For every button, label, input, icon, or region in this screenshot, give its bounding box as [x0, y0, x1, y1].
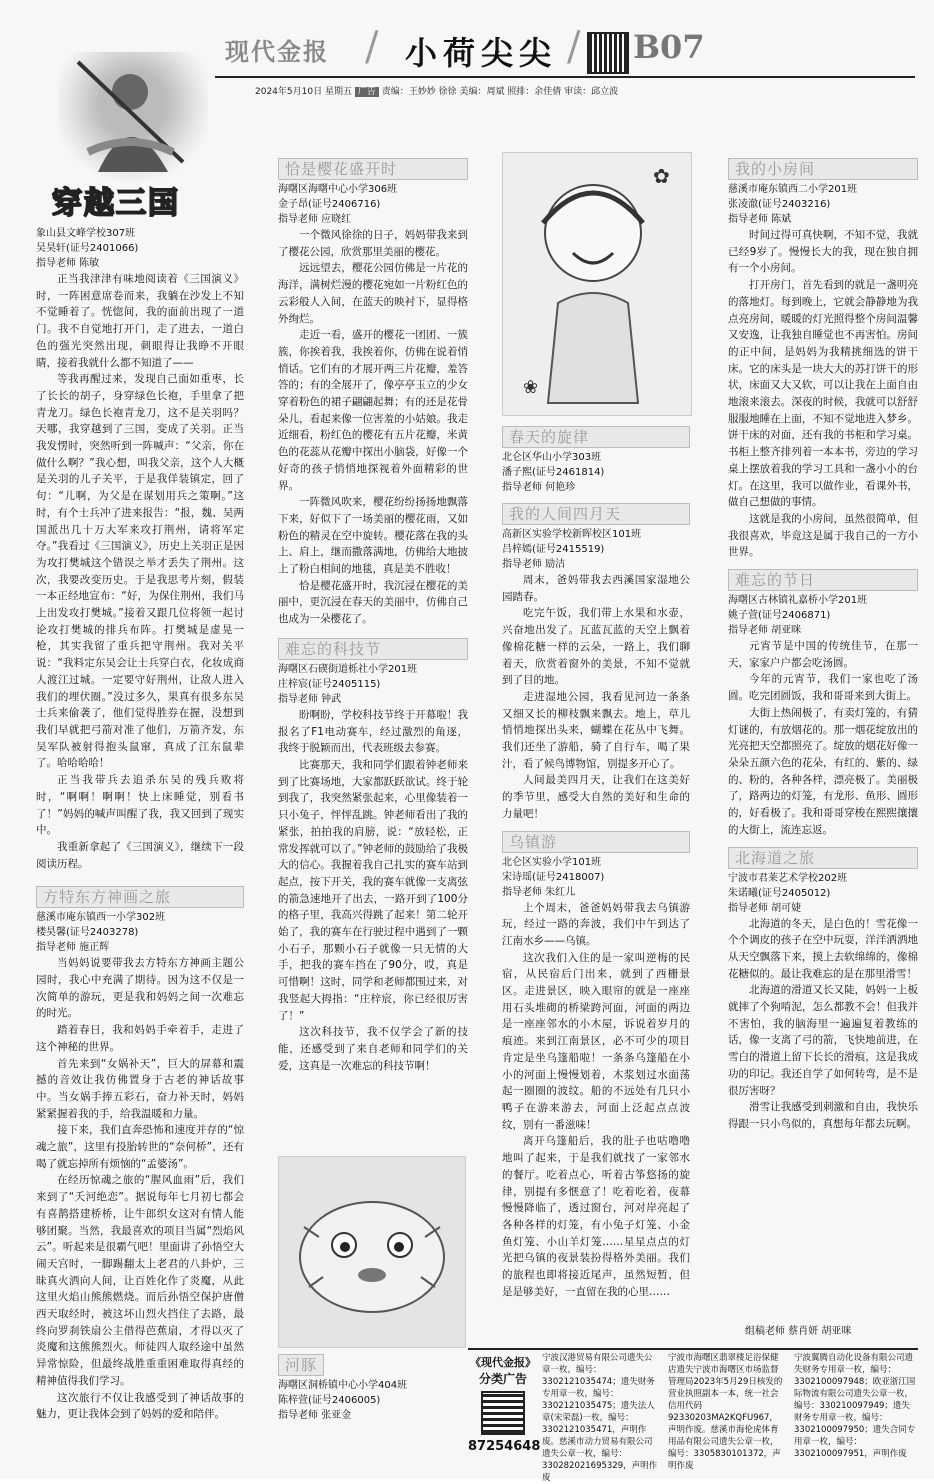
- article-author: 宋诗瑶(证号2418007): [502, 871, 605, 883]
- article-author: 姚子萱(证号2406871): [728, 610, 831, 622]
- ads-label: 分类广告: [478, 1372, 527, 1386]
- pufferfish-icon: [279, 1157, 465, 1347]
- paragraph: 吃完午饭，我们带上水果和水壶，兴奋地出发了。瓦蓝瓦蓝的天空上飘着像棉花糖一样的云朵，一路上，我们聊着天，欣赏着窗外的美景，不知不觉就到了目的地。: [502, 607, 690, 687]
- paragraph: 时间过得可真快啊，不知不觉，我就已经9岁了。慢慢长大的我，现在独自拥有一个小房间。: [728, 229, 918, 275]
- article-teacher: 指导老师 应晓红: [278, 214, 352, 225]
- paragraph: 北海道的冬天，是白色的！雪花像一个个调皮的孩子在空中玩耍，洋洋洒洒地从天空飘落下来，摸上去软绵绵的，像棉花糖似的。最让我难忘的是在那里滑雪！: [728, 917, 918, 980]
- paragraph: 当妈妈说要带我去方特东方神画主题公园时，我心中充满了期待。因为这不仅是一次简单的游玩，更是我和妈妈之间一次难忘的时光。: [36, 957, 244, 1020]
- column-2: [278, 152, 468, 1074]
- paragraph: 正当我津津有味地阅读着《三国演义》时，一阵困意席卷而来，我躺在沙发上不知不觉睡着了。恍惚间，我的面前出现了一道门。我不自觉地打开门，走了进去，一道白色的强光突然出现，刺眼得让我睁不开眼睛，接着我就什么都不知道了——: [36, 273, 244, 369]
- guan-yu-illustration: [58, 52, 208, 182]
- article-author: 庄梓宸(证号2405115): [278, 678, 381, 690]
- paragraph: 在经历惊魂之旅的“腥风血雨”后，我们来到了“夭河绝恋”。据说每年七月初七都会有喜鹊搭建桥桥，让牛郎织女这对有情人能够团聚。当然，我最喜欢的项目当属“烈焰风云”。听起来是很霸气吧！里面讲了孙悟空大闹天宫时，一脚踢翻太上老君的八卦炉，三昧真火洒向人间，让百姓化作了炎魔，从此这里火焰山熊熊燃烧。而后孙悟空保护唐僧西天取经时，被这坏山烈火挡住了去路，最终向罗刹铁扇公主借得芭蕉扇，才得以灭了炎魔和这熊熊烈火。师徒四人取经途中虽然异常惊险，但最终战胜重重困难取得真经的精神值得我们学习。: [36, 1174, 244, 1387]
- paragraph: 人间最美四月天，让我们在这美好的季节里，感受大自然的美好和生命的力量吧！: [502, 774, 690, 820]
- warrior-icon: [58, 52, 208, 182]
- article-author: 金子昂(证号2406716): [278, 199, 381, 210]
- article-sanguo: [36, 226, 244, 872]
- article-title: 春天的旋律: [502, 426, 690, 448]
- editor-credit: 组稿老师 蔡肖妍 胡亚咪: [745, 1326, 852, 1337]
- article-author: 潘子熙(证号2461814): [502, 467, 605, 478]
- article-school: 慈溪市庵东镇西一小学302班: [36, 912, 166, 924]
- classified-ads: [468, 1348, 918, 1483]
- article-teacher: 指导老师 朱红儿: [502, 886, 576, 898]
- article-school: 海曙区古林镇礼嘉桥小学201班: [728, 595, 868, 607]
- paragraph: 一个微风徐徐的日子，妈妈带我来到了樱花公园，欣赏那里美丽的樱花。: [278, 229, 468, 258]
- article-spring-melody: [502, 426, 690, 495]
- paragraph: 这就是我的小房间，虽然很简单，但我很喜欢，毕竟这是属于我自己的一方小世界。: [728, 512, 918, 559]
- paragraph: 踏着春日，我和妈妈手牵着手，走进了这个神秘的世界。: [36, 1024, 244, 1053]
- article-author: 吴昊轩(证号2401066): [36, 243, 139, 254]
- paragraph: 正当我带兵去追杀东吴的残兵败将时，“啊啊！啊啊！快上床睡觉，别看书了！”妈妈的喊声叫醒了我，我又回到了现实中。: [36, 774, 244, 837]
- ad-notice: 宁波翼腾自动化设备有限公司遗失财务专用章一枚，编号：3302100097948；欧亚浙江国际物流有限公司遗失公章一枚，编号：330210097949；遗失财务专用章一枚，编号：3302100097950；遗失合同专用章一枚，编号：3302100097951，声明作废: [794, 1353, 916, 1459]
- paragraph: 比赛那天，我和同学们跟着钟老师来到了比赛场地，大家都跃跃欲试。终于轮到我了，我突然紧张起来，心里像装着一只小兔子，怦怦乱跳。钟老师看出了我的紧张，拍拍我的肩膀，说：“放轻松，正常发挥就可以了。”钟老师的鼓励给了我极大的信心。我握着我自己扎实的赛车站到起点，按下开关，我的赛车就像一支离弦的箭急速地开了出去，一路开到了100分的格子里，我高兴得跳了起来！第二轮开始了，我的赛车在行驶过程中遇到了一颗小石子，那颗小石子就像一只无情的大手，把我的赛车挡在了90分，哎，真是可惜啊！这时，同学和老师都围过来，对我竖起大拇指：“庄梓宸，你已经很厉害了！”: [278, 758, 468, 1022]
- paragraph: 接下来，我们直奔恐怖和速度并存的“惊魂之旅”，这里有投胎转世的“奈何桥”，还有喝了就忘掉所有烦恼的“孟婆汤”。: [36, 1124, 244, 1170]
- ad-tag: 广告: [355, 87, 379, 97]
- paragraph: 这次我们入住的是一家叫逆梅的民宿，从民宿后门出来，就到了西栅景区。走进景区，映入眼帘的就是一座座用石头堆砌的桥梁跨河面，河面的两边是一座座邻水的小木屋，诉说着岁月的痕迹。来到江南景区，必不可少的项目肯定是坐乌篷船啦！一条条乌篷船在小小的河面上慢慢划着，木浆划过水面荡起一圈圈的波纹。船的不远处有几只小鸭子在游来游去，河面上泛起点点波纹，别有一番滋味！: [502, 951, 690, 1131]
- spring-melody-drawing: [502, 152, 692, 416]
- series-logo: 穿越三国: [52, 186, 180, 221]
- article-hokkaido: [728, 847, 918, 1133]
- qr-code-icon: [587, 32, 629, 74]
- divider-slash: /: [567, 24, 581, 70]
- article-author: 吕梓嫣(证号2415519): [502, 544, 605, 555]
- divider-slash: /: [365, 24, 379, 70]
- paragraph: 大街上热闹极了，有卖灯笼的，有猜灯谜的，有放烟花的。那一烟花绽放出的光亮把天空都照亮了。绽放的烟花好像一朵朵五颜六色的花朵，有红的、紫的、绿的、粉的，各种各样，漂亮极了。美丽极了，路两边的灯笼，有龙形、鱼形、圆形的，好看极了。我和哥哥穿梭在熙熙攘攘的大街上，流连忘返。: [728, 706, 918, 836]
- masthead: [215, 24, 915, 78]
- paragraph: 走进湿地公园，我看见河边一条条又细又长的柳枝飘来飘去。地上，草儿悄悄地探出头来，蝴蝶在花丛中飞舞。我们还坐了游船，骑了自行车，喝了果汁，看了候鸟博物馆，别提多开心了。: [502, 690, 690, 770]
- article-teacher: 指导老师 何艳珍: [502, 482, 576, 493]
- issue-date: 2024年5月10日 星期五: [255, 87, 352, 97]
- article-author: 朱诺曦(证号2405012): [728, 887, 831, 899]
- article-teacher: 指导老师 张亚金: [278, 1410, 352, 1421]
- paragraph: 滑雪让我感受到刺激和自由，我快乐得跟一只小鸟似的，真想每年都去玩啊。: [728, 1101, 918, 1130]
- article-fangte: [36, 886, 244, 1423]
- article-teacher: 指导老师 施正辉: [36, 942, 110, 954]
- article-title: 恰是樱花盛开时: [278, 158, 468, 180]
- article-school: 北仑区实验小学101班: [502, 856, 602, 868]
- section-title: 小荷尖尖: [405, 34, 558, 72]
- ads-logo: 《现代金报》: [470, 1356, 536, 1369]
- paragraph: 元宵节是中国的传统佳节，在那一天，家家户户都会吃汤圆。: [728, 640, 918, 669]
- qr-code-icon: [481, 1391, 525, 1435]
- article-author: 楼昊馨(证号2403278): [36, 927, 139, 939]
- article-festival: [728, 569, 918, 838]
- article-title: 方特东方神画之旅: [36, 886, 244, 908]
- column-3: [502, 420, 690, 1300]
- article-author: 张凌澈(证号2403216): [728, 199, 831, 210]
- ad-notice: 宁波汉港贸易有限公司遗失公章一枚，编号：3302121035474；遗失财务专用章一枚，编号：3302121035475；遗失法人章(宋荣磊)一枚，编号：3302121035471，声明作废。慈溪市动力贸易有限公司遗失公章一枚，编号：330282021695329，声明作废: [542, 1353, 658, 1483]
- article-school: 海曙区石碶街道栎社小学201班: [278, 663, 418, 675]
- article-tech-festival: [278, 638, 468, 1074]
- article-author: 陈梓萱(证号2406005): [278, 1395, 381, 1406]
- article-title: 乌镇游: [502, 831, 690, 853]
- paragraph: 这次旅行不仅让我感受到了神话故事的魅力，更让我体会到了妈妈的爱和陪伴。: [36, 1391, 244, 1421]
- article-title: 河豚: [278, 1354, 324, 1376]
- paragraph: 远远望去，樱花公园仿佛是一片花的海洋，满树烂漫的樱花宛如一片粉红色的云彩般人入间，在蓝天的映衬下，显得格外绚烂。: [278, 262, 468, 325]
- pufferfish-caption: [278, 1354, 468, 1423]
- article-school: 北仑区华山小学303班: [502, 452, 602, 463]
- article-teacher: 指导老师 胡亚咪: [728, 625, 802, 637]
- ads-brand: [468, 1354, 541, 1454]
- article-school: 海曙区海曙中心小学306班: [278, 184, 398, 195]
- article-teacher: 指导老师 陈斌: [728, 214, 792, 225]
- article-school: 宁波市君莱艺术学校202班: [728, 872, 848, 884]
- article-school: 象山县文峰学校307班: [36, 228, 136, 239]
- article-teacher: 指导老师 励洁: [502, 559, 566, 570]
- paragraph: 恰是樱花盛开时，我沉浸在樱花的美丽中，更沉浸在春天的美丽中，仿佛自己也成为一朵樱花了。: [278, 579, 468, 626]
- paragraph: 周末，爸妈带我去西溪国家湿地公园踏春。: [502, 574, 690, 603]
- article-sakura: [278, 158, 468, 628]
- paragraph: 今年的元宵节，我们一家也吃了汤圆。吃完团圆饭，我和哥哥来到大街上。: [728, 673, 918, 703]
- paragraph: 盼啊盼，学校科技节终于开幕啦！我报名了F1电动赛车，经过激烈的角逐，我终于脱颖而出，代表班级去参赛。: [278, 708, 468, 755]
- girl-portrait-icon: [503, 153, 691, 415]
- ads-phone: 87254648: [468, 1439, 541, 1454]
- article-teacher: 指导老师 钟武: [278, 693, 342, 705]
- article-april: [502, 503, 690, 823]
- article-title: 我的人间四月天: [502, 503, 690, 525]
- article-wuzhen: [502, 831, 690, 1301]
- paragraph: 打开房门，首先看到的就是一盏明亮的落地灯。每到晚上，它就会静静地为我点亮房间，暖暖的灯光照得整个房间温馨又安逸，让我独自睡觉也不再害怕。房间的正中间，是妈妈为我精挑细选的饼干床。它的床头是一块大大的苏打饼干的形状，床面又大又软，可以让我在上面自由地滚来滚去。深夜的时候，我就可以舒舒服服地睡在上面，不知不觉地进入梦乡。饼干床的对面，还有我的书柜和学习桌。书柜上整齐排列着一本本书，旁边的学习桌上摆放着我的学习工具和一盏小小的台灯。在这里，我可以做作业，看课外书，做自己想做的事情。: [728, 279, 918, 509]
- paragraph: 上个周末，爸爸妈妈带我去乌镇游玩，经过一路的奔波，我们中午到达了江南水乡——乌镇。: [502, 901, 690, 947]
- article-school: 高新区实验学校新晖校区101班: [502, 529, 642, 540]
- svg-text:❀: ❀: [523, 377, 539, 398]
- article-title: 北海道之旅: [728, 847, 918, 869]
- paragraph: 走近一看，盛开的樱花一团团、一簇簇，你挨着我，我挨着你，仿佛在说着悄悄话。它们有的才展开两三片花瓣，羞答答的；有的全展开了，像亭亭玉立的少女穿着粉色的裙子翩翩起舞；有的还是花骨朵儿，看起来像一位害羞的小姑娘。我走近细看，粉红色的樱花有五片花瓣，米黄色的花蕊从花瓣中探出小脑袋，好像一个好奇的孩子悄悄地探视着外面精彩的世界。: [278, 329, 468, 492]
- dateline: [255, 84, 618, 97]
- paper-name: 现代金报: [225, 37, 329, 66]
- pufferfish-drawing: [278, 1156, 466, 1348]
- column-4: [728, 152, 918, 1133]
- article-title: 我的小房间: [728, 158, 918, 180]
- paragraph: 我重新拿起了《三国演义》，继续下一段阅读历程。: [36, 840, 244, 870]
- paragraph: 北海道的滑道又长又陡，妈妈一上板就摔了个狗啃泥，怎么都教不会！但我并不害怕，我的脑海里一遍遍复着教练的话，像一支离了弓的箭，飞快地前进，在雪白的滑道上留下长长的滑痕，这是我成功的印记。我还自学了如何转弯，是不是很厉害呀？: [728, 984, 918, 1097]
- staff-credits: 责编：王妙妙 徐徐 美编：周斌 照排：余佳倩 审读：邱立波: [381, 87, 619, 97]
- article-my-room: [728, 158, 918, 561]
- page-number: B07: [633, 28, 705, 66]
- article-title: 难忘的科技节: [278, 638, 468, 660]
- article-teacher: 指导老师 陈敏: [36, 258, 100, 269]
- ad-notice: 宁波市海曙区翡翠楼足浴保健店遗失宁波市海曙区市场监督管理局2023年5月29日核发的营业执照副本一本，统一社会信用代码92330203MA2KQFU967，声明作废。慈溪市海伦虎体育用品有限公司遗失公章一枚，编号：3305830101372，声明作废: [668, 1353, 783, 1471]
- paragraph: 首先来到“女娲补天”，巨大的屏幕和震撼的音效让我仿佛置身于古老的神话故事中。当女娲手捧五彩石，奋力补天时，妈妈紧紧握着我的手，给我温暖和力量。: [36, 1057, 244, 1120]
- paragraph: 一阵微风吹来，樱花纷纷扬扬地飘落下来，好似下了一场美丽的樱花雨，又如粉色的精灵在空中旋转。樱花落在我的头上、肩上，继而撒落满地，仿佛给大地披上了粉白相间的地毯，真是美不胜收！: [278, 496, 468, 576]
- article-teacher: 指导老师 胡可婕: [728, 902, 802, 914]
- article-title: 难忘的节日: [728, 569, 918, 591]
- article-school: 慈溪市庵东镇西二小学201班: [728, 184, 858, 195]
- article-school: 海曙区洞桥镇中心小学404班: [278, 1380, 408, 1391]
- paragraph: 这次科技节，我不仅学会了新的技能，还感受到了来自老师和同学们的关爱，这真是一次难忘的科技节啊！: [278, 1026, 468, 1072]
- paragraph: 等我再醒过来，发现自己面如重枣，长了长长的胡子，身穿绿色长袍，手里拿了把青龙刀。绿色长袍青龙刀，这不是关羽吗？天哪，我穿越到了三国，变成了关羽。正当我发愣时，突然听到一阵喊声：“父亲，你在做什么啊？”我心想，叫我父亲，这个人大概是关羽的儿子关平，于是我佯装镇定，回了句：“儿啊，为父是在谋划用兵之策啊。”这时，有个士兵冲了进来报告：“报，魏、吴两国派出几十万大军来攻打荆州，请将军定夺。”我看过《三国演义》，历史上关羽正是因为攻打樊城这个错误之举才丢失了荆州。这次，我要改变历史。于是我思考片刻，假装一本正经地宣布：“好，为保住荆州，我们马上出发攻打樊城。”接着又跟几位将领一起讨论攻打樊城的排兵布阵。打樊城是虚晃一枪，其实我留了重兵把守荆州。我对关平说：“我料定东吴会让士兵穿白衣，化妆成商人渡江过城。一定要守好荆州，让敌人进入我们的埋伏圈。”没过多久，果真有很多东吴士兵来偷袭了，他们觉得胜券在握，没想到我们早就把弓箭对准了他们，万箭齐发，东吴军队被射得抱头鼠窜，真成了江东鼠辈了。哈哈哈哈！: [36, 373, 244, 770]
- paragraph: 离开乌篷船后，我的肚子也咕噜噜地叫了起来，于是我们就找了一家邻水的餐厅。吃着点心，听着古筝悠扬的旋律，别提有多惬意了！吃着吃着，夜幕慢慢降临了，透过窗台，河对岸亮起了各种各样的灯笼，有小兔子灯笼、小金鱼灯笼、小山羊灯笼……星星点点的灯光把乌镇的夜景装扮得格外美丽。我们的旅程也即将接近尾声，虽然短暂，但是是够美好，一直留在我的心里……: [502, 1135, 690, 1298]
- svg-text:✿: ✿: [653, 164, 670, 188]
- column-1: [36, 226, 244, 1423]
